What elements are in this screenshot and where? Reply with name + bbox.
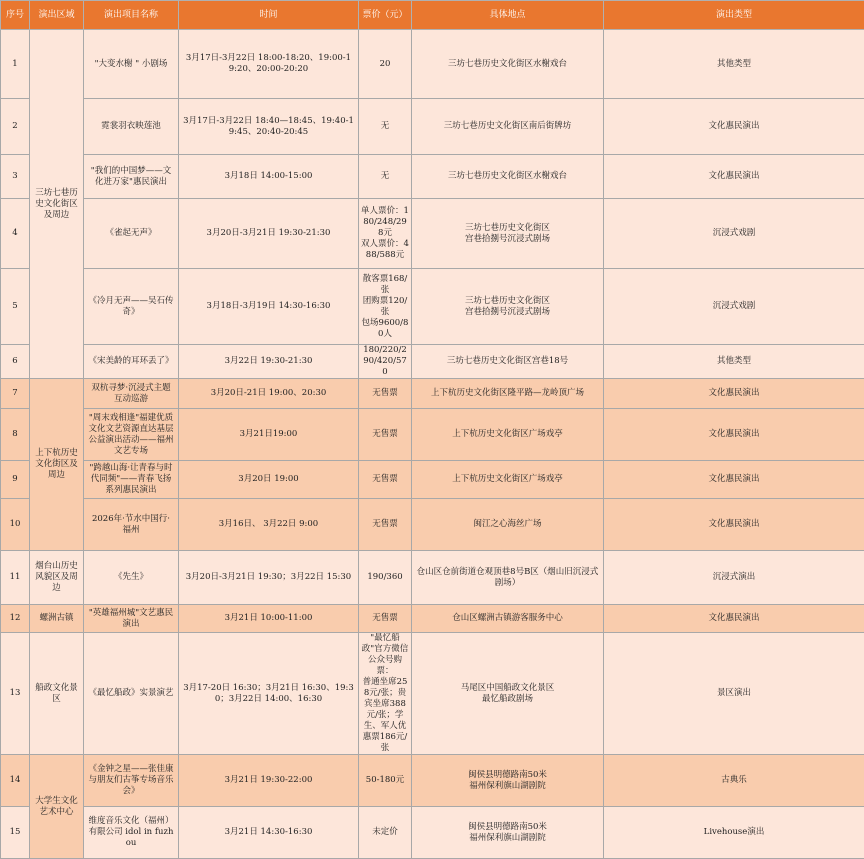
- performance-location: 闽江之心海丝广场: [412, 499, 604, 551]
- row-number: 13: [1, 633, 30, 755]
- performance-name: 双杭寻梦·沉浸式主题互动巡游: [84, 379, 179, 409]
- region-cell: 螺洲古镇: [30, 605, 84, 633]
- performance-type: 沉浸式戏剧: [604, 269, 864, 345]
- performance-location: 马尾区中国船政文化景区 最忆船政剧场: [412, 633, 604, 755]
- performance-type: 文化惠民演出: [604, 461, 864, 499]
- performance-location: 三坊七巷历史文化街区 宫巷拾捌号沉浸式剧场: [412, 199, 604, 269]
- table-body: [1, 30, 864, 859]
- row-number: 5: [1, 269, 30, 345]
- row-number: 12: [1, 605, 30, 633]
- table-row: [1, 199, 864, 269]
- ticket-price: 无售票: [359, 605, 412, 633]
- row-number: 4: [1, 199, 30, 269]
- performance-location: 仓山区仓前街道仓观顶巷8号B区（烟山旧沉浸式剧场）: [412, 551, 604, 605]
- row-number: 10: [1, 499, 30, 551]
- performance-name: "大变水榭 " 小剧场: [84, 30, 179, 99]
- region-cell: 船政文化景区: [30, 633, 84, 755]
- performance-type: 文化惠民演出: [604, 409, 864, 461]
- performance-time: 3月20日 19:00: [179, 461, 359, 499]
- performance-type: 沉浸式演出: [604, 551, 864, 605]
- performance-location: 闽侯县明德路南50米 福州保利旗山湖剧院: [412, 755, 604, 807]
- ticket-price: 50-180元: [359, 755, 412, 807]
- performance-name: "我们的中国梦——文化进万家"惠民演出: [84, 155, 179, 199]
- performance-location: 仓山区螺洲古镇游客服务中心: [412, 605, 604, 633]
- header-region: 演出区域: [30, 1, 84, 30]
- row-number: 1: [1, 30, 30, 99]
- performance-location: 三坊七巷历史文化街区宫巷18号: [412, 345, 604, 379]
- performance-type: 文化惠民演出: [604, 379, 864, 409]
- performance-time: 3月18日-3月19日 14:30-16:30: [179, 269, 359, 345]
- performance-name: 《雀起无声》: [84, 199, 179, 269]
- ticket-price: 无售票: [359, 461, 412, 499]
- table-row: [1, 30, 864, 99]
- table-row: [1, 605, 864, 633]
- performance-time: 3月18日 14:00-15:00: [179, 155, 359, 199]
- ticket-price: 单人票价：180/248/298元 双人票价：488/588元: [359, 199, 412, 269]
- performance-name: 《先生》: [84, 551, 179, 605]
- performance-type: Livehouse演出: [604, 807, 864, 859]
- performance-name: 霓裳羽衣映莲池: [84, 99, 179, 155]
- table-row: [1, 379, 864, 409]
- performance-type: 文化惠民演出: [604, 99, 864, 155]
- performance-time: 3月20日-3月21日 19:30-21:30: [179, 199, 359, 269]
- table-row: [1, 345, 864, 379]
- header-no: 序号: [1, 1, 30, 30]
- row-number: 6: [1, 345, 30, 379]
- ticket-price: 20: [359, 30, 412, 99]
- performance-time: 3月21日 19:30-22:00: [179, 755, 359, 807]
- row-number: 15: [1, 807, 30, 859]
- performance-type: 沉浸式戏剧: [604, 199, 864, 269]
- region-cell: 上下杭历史文化街区及周边: [30, 379, 84, 551]
- row-number: 11: [1, 551, 30, 605]
- performance-location: 上下杭历史文化街区广场戏亭: [412, 461, 604, 499]
- performance-name: "英雄福州城"文艺惠民演出: [84, 605, 179, 633]
- performance-name: 维度音乐文化（福州）有限公司 idol in fuzhou: [84, 807, 179, 859]
- performance-location: 三坊七巷历史文化街区水榭戏台: [412, 155, 604, 199]
- ticket-price: 无售票: [359, 499, 412, 551]
- performance-type: 其他类型: [604, 345, 864, 379]
- performance-type: 景区演出: [604, 633, 864, 755]
- ticket-price: "最忆船政"官方微信公众号购票： 普通坐席258元/张；贵宾坐席388元/张；学生、军人优惠票186元/张: [359, 633, 412, 755]
- region-cell: 三坊七巷历史文化街区及周边: [30, 30, 84, 379]
- row-number: 8: [1, 409, 30, 461]
- performance-time: 3月21日19:00: [179, 409, 359, 461]
- table-row: [1, 155, 864, 199]
- ticket-price: 无售票: [359, 409, 412, 461]
- performance-type: 古典乐: [604, 755, 864, 807]
- table-row: [1, 633, 864, 755]
- ticket-price: 无: [359, 99, 412, 155]
- header-name: 演出项目名称: [84, 1, 179, 30]
- table-row: [1, 499, 864, 551]
- table-row: [1, 99, 864, 155]
- performance-name: 《宋美龄的耳环丢了》: [84, 345, 179, 379]
- region-cell: 大学生文化艺术中心: [30, 755, 84, 859]
- performance-type: 文化惠民演出: [604, 155, 864, 199]
- performance-name: "跨越山海·让青春与时代同频"——青春飞扬系列惠民演出: [84, 461, 179, 499]
- region-cell: 烟台山历史风貌区及周边: [30, 551, 84, 605]
- performance-name: 2026年·节水中国行·福州: [84, 499, 179, 551]
- performance-time: 3月22日 19:30-21:30: [179, 345, 359, 379]
- performance-name: "周末戏相逢"福建优质文化文艺资源直达基层公益演出活动——福州文艺专场: [84, 409, 179, 461]
- ticket-price: 无: [359, 155, 412, 199]
- performance-location: 三坊七巷历史文化街区水榭戏台: [412, 30, 604, 99]
- row-number: 14: [1, 755, 30, 807]
- performance-location: 三坊七巷历史文化街区南后街牌坊: [412, 99, 604, 155]
- performance-type: 文化惠民演出: [604, 605, 864, 633]
- header-location: 具体地点: [412, 1, 604, 30]
- ticket-price: 散客票168/张 团购票120/张 包场9600/80人: [359, 269, 412, 345]
- performance-type: 文化惠民演出: [604, 499, 864, 551]
- table-row: [1, 461, 864, 499]
- performance-type: 其他类型: [604, 30, 864, 99]
- performance-time: 3月20日-21日 19:00、20:30: [179, 379, 359, 409]
- performance-time: 3月17日-3月22日 18:00-18:20、19:00-19:20、20:00-20:20: [179, 30, 359, 99]
- row-number: 9: [1, 461, 30, 499]
- table-row: [1, 755, 864, 807]
- performance-time: 3月17-20日 16:30；3月21日 16:30、19:30；3月22日 14:00、16:30: [179, 633, 359, 755]
- table-row: [1, 807, 864, 859]
- performance-time: 3月17日-3月22日 18:40—18:45、19:40-19:45、20:40-20:45: [179, 99, 359, 155]
- ticket-price: 190/360: [359, 551, 412, 605]
- performance-location: 上下杭历史文化街区广场戏亭: [412, 409, 604, 461]
- row-number: 7: [1, 379, 30, 409]
- performance-name: 《金钟之星——张佳康与朋友们古筝专场音乐会》: [84, 755, 179, 807]
- performance-name: 《最忆船政》实景演艺: [84, 633, 179, 755]
- performance-location: 上下杭历史文化街区隆平路—龙岭顶广场: [412, 379, 604, 409]
- performance-time: 3月21日 10:00-11:00: [179, 605, 359, 633]
- table-header-row: [1, 1, 864, 30]
- row-number: 2: [1, 99, 30, 155]
- header-price: 票价（元）: [359, 1, 412, 30]
- performance-location: 闽侯县明德路南50米 福州保利旗山湖剧院: [412, 807, 604, 859]
- performance-name: 《冷月无声——吴石传奇》: [84, 269, 179, 345]
- row-number: 3: [1, 155, 30, 199]
- table-row: [1, 409, 864, 461]
- ticket-price: 无售票: [359, 379, 412, 409]
- table-row: [1, 269, 864, 345]
- performance-location: 三坊七巷历史文化街区 宫巷拾捌号沉浸式剧场: [412, 269, 604, 345]
- header-time: 时间: [179, 1, 359, 30]
- performance-time: 3月20日-3月21日 19:30；3月22日 15:30: [179, 551, 359, 605]
- header-type: 演出类型: [604, 1, 864, 30]
- ticket-price: 未定价: [359, 807, 412, 859]
- performance-time: 3月16日、 3月22日 9:00: [179, 499, 359, 551]
- performance-time: 3月21日 14:30-16:30: [179, 807, 359, 859]
- table-row: [1, 551, 864, 605]
- ticket-price: 180/220/290/420/570: [359, 345, 412, 379]
